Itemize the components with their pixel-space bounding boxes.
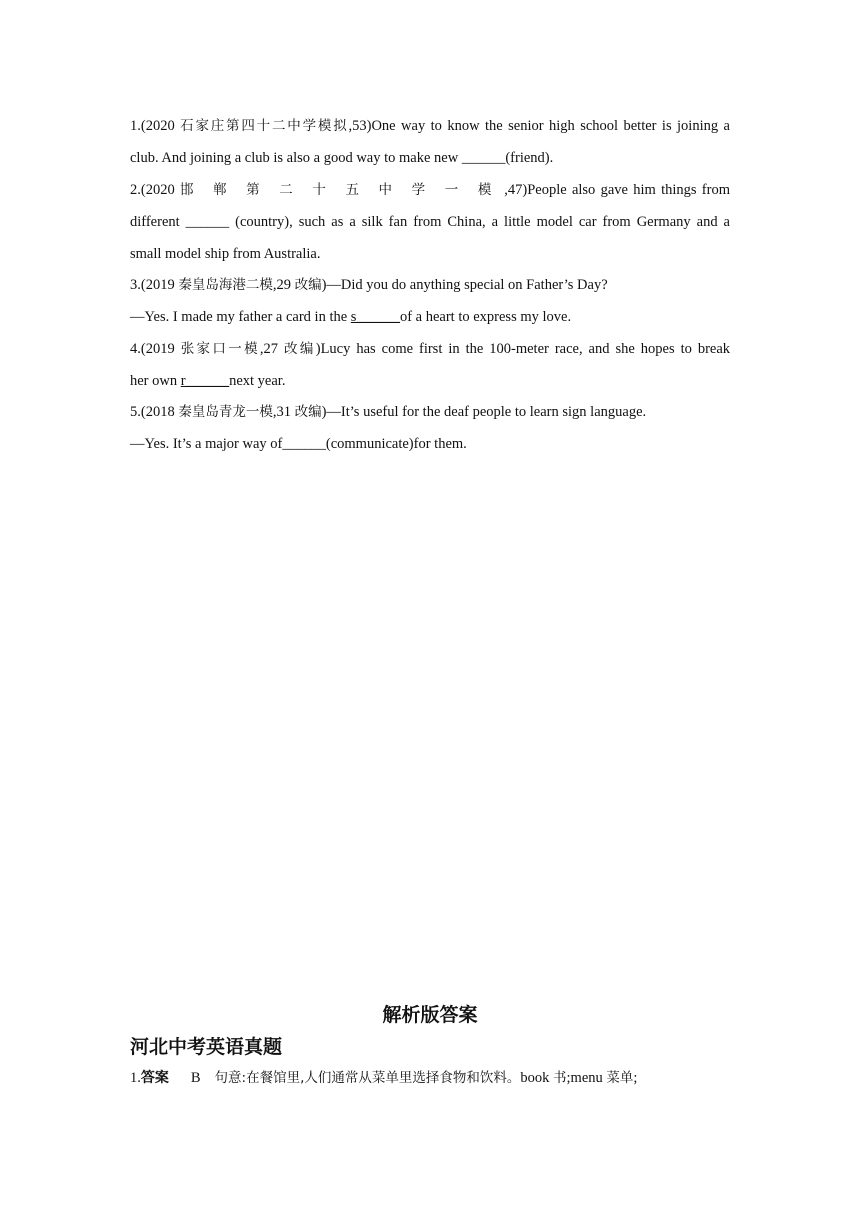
- question-2-line-1: [130, 180, 730, 200]
- answer-label: 答案: [140, 1070, 169, 1086]
- question-1-line-1: [130, 116, 730, 136]
- question-3-line-1: [130, 275, 730, 295]
- question-source: 邯 郸 第 二 十 五 中 学 一 模: [179, 182, 499, 198]
- question-text: next year.: [229, 373, 286, 389]
- answer-blank: ______: [282, 436, 326, 452]
- answer-explanation-word: book: [520, 1070, 554, 1086]
- question-2-line-2: [130, 212, 730, 232]
- word-hint: (friend).: [505, 150, 554, 166]
- answer-choice: B: [190, 1070, 201, 1086]
- question-text: )—Did you do anything special on Father’s Day?: [321, 277, 608, 293]
- question-text: )—It’s useful for the deaf people to learn sign language.: [321, 404, 647, 420]
- question-number: 2.(2020: [130, 182, 180, 198]
- question-3-line-2: [130, 307, 730, 327]
- question-page-ref: ,27: [259, 341, 285, 357]
- question-number: 5.(2018: [130, 404, 179, 420]
- question-5-line-2: [130, 434, 730, 454]
- question-text: (communicate)for them.: [325, 436, 467, 452]
- question-number: 3.(2019: [130, 277, 179, 293]
- question-text: —Yes. I made my father a card in the: [130, 309, 351, 325]
- question-4-line-2: [130, 371, 730, 391]
- answer-section-subtitle: 河北中考英语真题: [130, 1036, 283, 1058]
- question-text: ,47)People also gave him things from: [498, 182, 730, 198]
- question-text: small model ship from Australia.: [130, 246, 321, 262]
- answer-blank: r______: [180, 373, 230, 389]
- question-source: 石家庄第四十二中学模拟: [180, 118, 349, 134]
- answer-number: 1.: [130, 1070, 141, 1086]
- question-5-line-1: [130, 402, 730, 422]
- answer-explanation-gloss: 书: [553, 1070, 567, 1086]
- answer-section-title: 解析版答案: [382, 1004, 478, 1026]
- answer-explanation-word: ;menu: [566, 1070, 607, 1086]
- answer-blank: ______: [185, 214, 230, 230]
- adapted-tag: 改编: [294, 404, 322, 420]
- question-text: (country), such as a silk fan from China, a little model car from Germany and a: [229, 214, 730, 230]
- question-text: club. And joining a club is also a good way to make new: [130, 150, 462, 166]
- question-number: 4.(2019: [130, 341, 181, 357]
- question-source: 张家口一模: [180, 341, 260, 357]
- question-source: 秦皇岛海港二模: [178, 277, 273, 293]
- answer-explanation: 句意:在餐馆里,人们通常从菜单里选择食物和饮料。: [214, 1070, 521, 1086]
- adapted-tag: 改编: [294, 277, 322, 293]
- question-text: her own: [130, 373, 181, 389]
- question-1-line-2: [130, 148, 730, 168]
- answer-blank: ______: [461, 150, 506, 166]
- question-text: —Yes. It’s a major way of: [130, 436, 283, 452]
- answer-item-1: [130, 1068, 730, 1088]
- adapted-tag: 改编: [284, 341, 316, 357]
- question-4-line-1: [130, 339, 730, 359]
- question-number: 1.(2020: [130, 118, 181, 134]
- question-text: )Lucy has come first in the 100-meter race, and she hopes to break: [315, 341, 731, 357]
- question-text: ,53)One way to know the senior high school better is joining a: [348, 118, 730, 134]
- question-source: 秦皇岛青龙一模: [178, 404, 273, 420]
- question-page-ref: ,29: [272, 277, 295, 293]
- question-text: of a heart to express my love.: [399, 309, 572, 325]
- question-2-line-3: [130, 244, 730, 264]
- question-text: different: [130, 214, 186, 230]
- answer-explanation-punct: ;: [633, 1070, 638, 1086]
- answer-explanation-gloss: 菜单: [606, 1070, 634, 1086]
- question-page-ref: ,31: [272, 404, 295, 420]
- answer-blank: s______: [350, 309, 400, 325]
